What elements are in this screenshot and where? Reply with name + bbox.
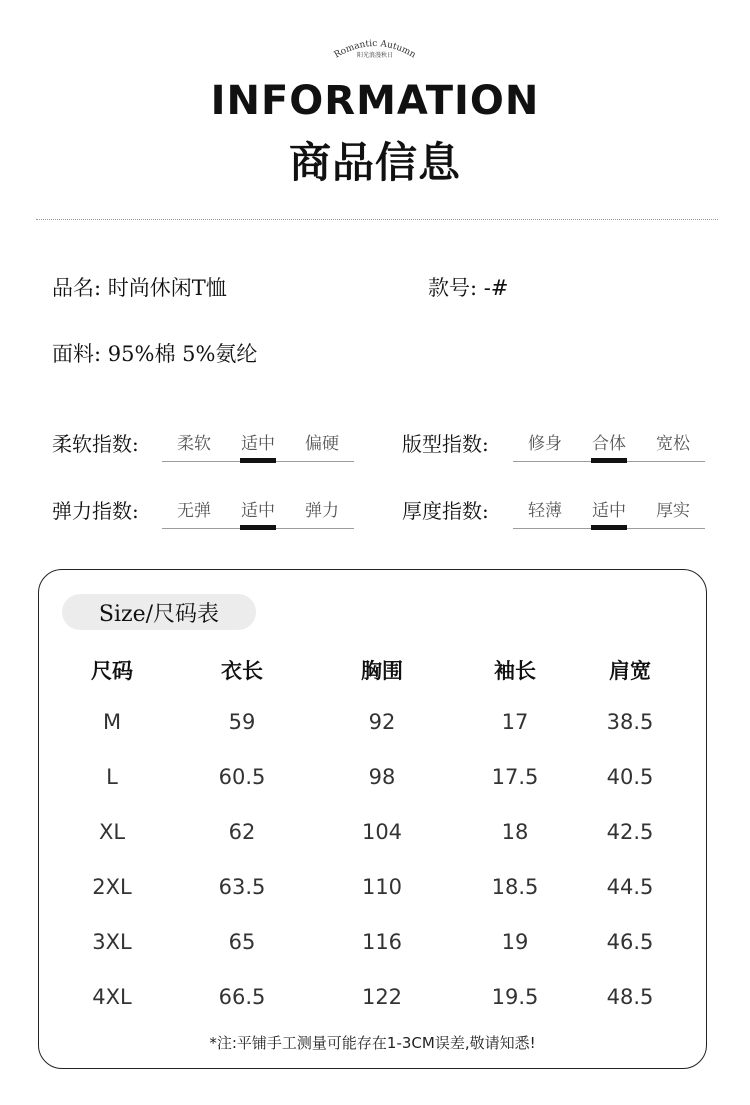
scale-selected-marker bbox=[240, 458, 276, 463]
thickness-option: 厚实 bbox=[656, 501, 690, 521]
table-cell: 18 bbox=[501, 820, 529, 844]
table-header: 衣长 bbox=[221, 659, 263, 683]
product-fabric-label: 面料: bbox=[52, 342, 102, 366]
elasticity-option: 无弹 bbox=[177, 501, 211, 521]
measurement-note: *注:平铺手工测量可能存在1-3CM误差,敬请知悉! bbox=[209, 1034, 536, 1052]
table-cell: 3XL bbox=[92, 930, 132, 954]
product-model-label: 款号: bbox=[428, 276, 478, 300]
table-cell: 60.5 bbox=[218, 765, 266, 789]
table-cell: 63.5 bbox=[218, 875, 266, 899]
table-header: 肩宽 bbox=[609, 659, 651, 683]
thickness-option: 适中 bbox=[592, 501, 626, 521]
table-cell: 17.5 bbox=[491, 765, 539, 789]
dotted-divider bbox=[36, 219, 718, 220]
table-cell: 40.5 bbox=[606, 765, 654, 789]
fit-index-label: 版型指数: bbox=[402, 432, 489, 456]
table-cell: 65 bbox=[228, 930, 256, 954]
brand-arc-text: Romantic Autumn bbox=[332, 38, 418, 61]
product-fabric bbox=[52, 338, 257, 368]
product-model-value: -# bbox=[483, 276, 509, 300]
elasticity-index-label: 弹力指数: bbox=[52, 499, 139, 523]
product-name-value: 时尚休闲T恤 bbox=[107, 276, 227, 300]
softness-option: 偏硬 bbox=[305, 434, 339, 454]
table-cell: 92 bbox=[368, 710, 396, 734]
table-cell: 62 bbox=[228, 820, 256, 844]
product-fabric-value: 95%棉 5%氨纶 bbox=[107, 342, 258, 366]
table-cell: XL bbox=[98, 820, 126, 844]
softness-option: 柔软 bbox=[177, 434, 211, 454]
fit-option: 宽松 bbox=[656, 434, 690, 454]
product-name bbox=[52, 272, 227, 302]
table-cell: 110 bbox=[361, 875, 403, 899]
fit-index-scale bbox=[513, 429, 705, 469]
fit-option: 修身 bbox=[528, 434, 562, 454]
scale-selected-marker bbox=[591, 525, 627, 530]
thickness-index-label: 厚度指数: bbox=[402, 499, 489, 523]
table-cell: L bbox=[106, 765, 118, 789]
table-cell: 4XL bbox=[92, 985, 132, 1009]
table-cell: 44.5 bbox=[606, 875, 654, 899]
table-header: 胸围 bbox=[361, 659, 403, 683]
page-title-cn: 商品信息 bbox=[288, 138, 461, 187]
table-cell: 19 bbox=[501, 930, 529, 954]
table-cell: 18.5 bbox=[491, 875, 539, 899]
brand-sub-text: 阳光浪漫秋日 bbox=[356, 52, 393, 59]
softness-option: 适中 bbox=[241, 434, 275, 454]
product-model bbox=[428, 272, 508, 302]
elasticity-option: 适中 bbox=[241, 501, 275, 521]
size-table-title: Size/尺码表 bbox=[62, 594, 256, 630]
page-title-en: INFORMATION bbox=[210, 78, 540, 124]
table-cell: 46.5 bbox=[606, 930, 654, 954]
table-cell: 17 bbox=[501, 710, 529, 734]
softness-index-scale bbox=[162, 429, 354, 469]
table-cell: 2XL bbox=[92, 875, 132, 899]
table-cell: 59 bbox=[228, 710, 256, 734]
table-cell: 66.5 bbox=[218, 985, 266, 1009]
table-cell: 98 bbox=[368, 765, 396, 789]
thickness-index-scale bbox=[513, 496, 705, 536]
thickness-option: 轻薄 bbox=[528, 501, 562, 521]
elasticity-index-scale bbox=[162, 496, 354, 536]
table-cell: 48.5 bbox=[606, 985, 654, 1009]
scale-selected-marker bbox=[591, 458, 627, 463]
fit-option: 合体 bbox=[592, 434, 626, 454]
elasticity-option: 弹力 bbox=[305, 501, 339, 521]
softness-index-label: 柔软指数: bbox=[52, 432, 139, 456]
table-cell: 122 bbox=[361, 985, 403, 1009]
table-cell: 42.5 bbox=[606, 820, 654, 844]
table-cell: M bbox=[102, 710, 122, 734]
brand-logo-arc bbox=[325, 30, 425, 66]
table-header: 尺码 bbox=[91, 659, 133, 683]
table-cell: 38.5 bbox=[606, 710, 654, 734]
table-header: 袖长 bbox=[494, 659, 536, 683]
table-cell: 104 bbox=[361, 820, 403, 844]
product-name-label: 品名: bbox=[52, 276, 102, 300]
scale-selected-marker bbox=[240, 525, 276, 530]
table-cell: 116 bbox=[361, 930, 403, 954]
table-cell: 19.5 bbox=[491, 985, 539, 1009]
